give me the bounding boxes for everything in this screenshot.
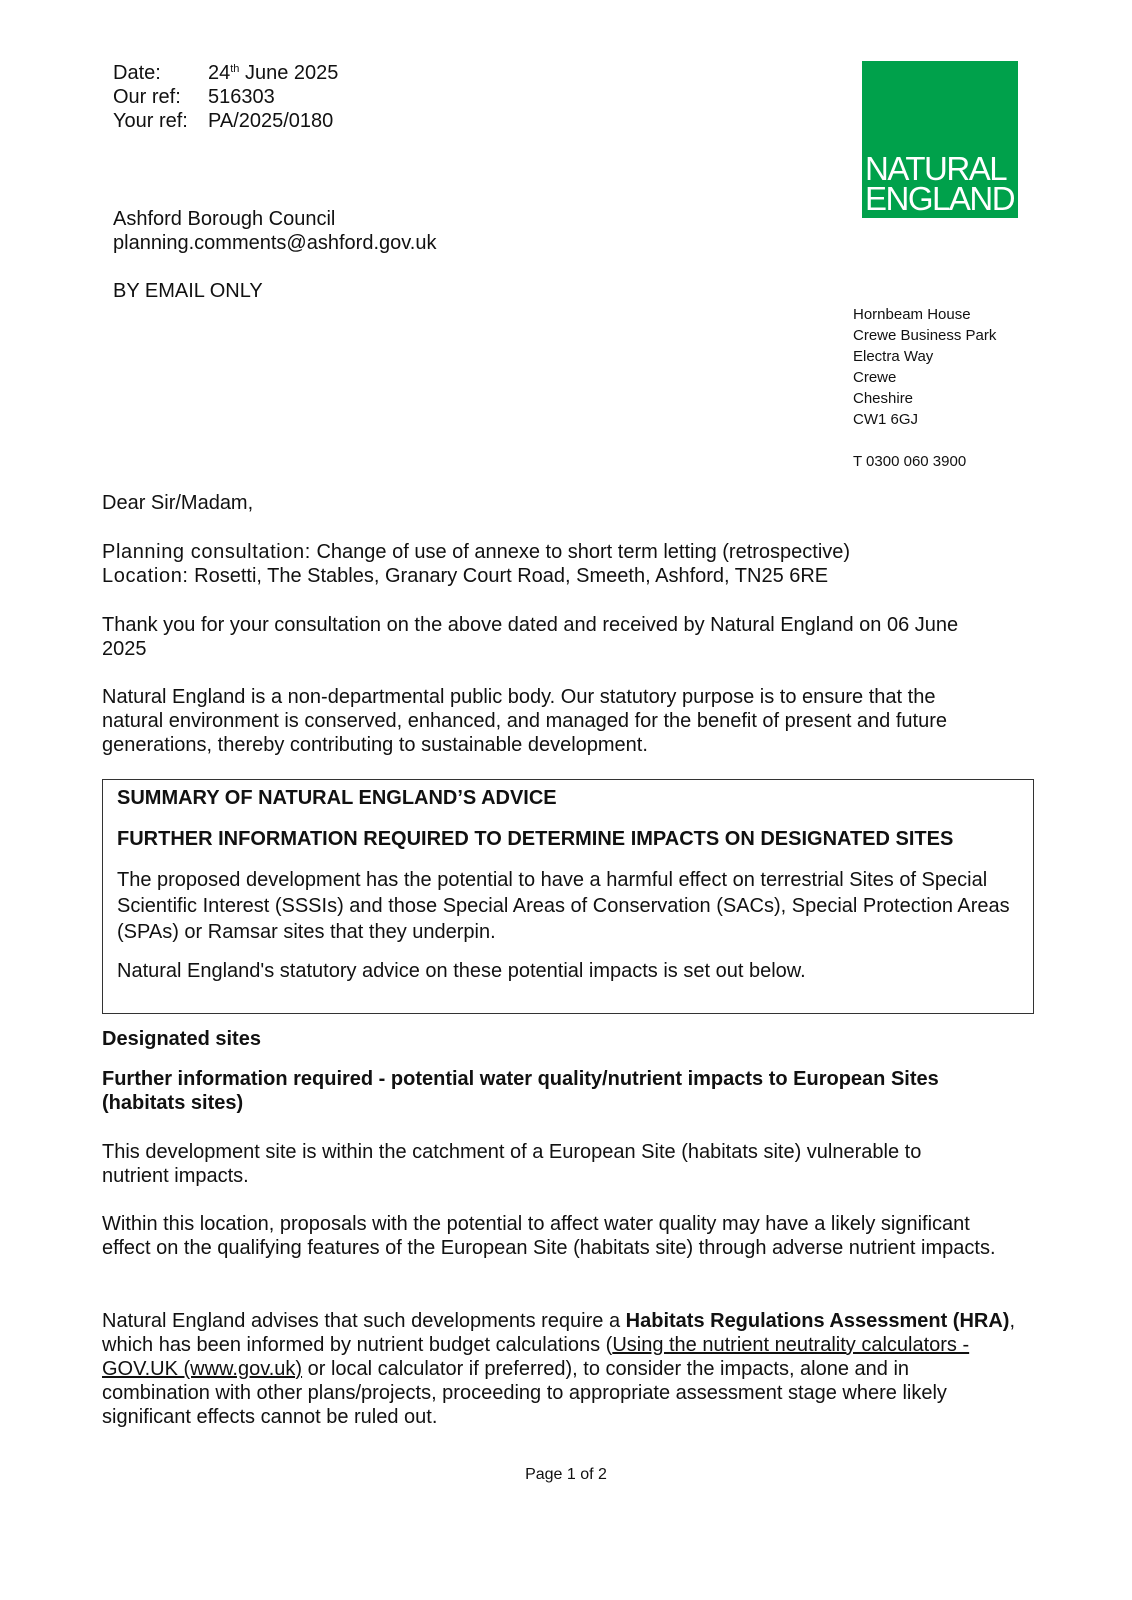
nutrient-calculators-link[interactable]: Using the nutrient neutrality calculators - GOV.UK (www.gov.uk): [102, 1334, 970, 1380]
consultation-text: Change of use of annexe to short term letting (retrospective): [310, 541, 851, 563]
your-ref-row: [113, 109, 338, 133]
salutation: Dear Sir/Madam,: [102, 492, 254, 514]
address-line: Crewe Business Park: [853, 327, 997, 344]
designated-sites-subheading: Further information required - potential water quality/nutrient impacts to European Sites (habitats sites): [102, 1068, 939, 1114]
designated-sites-heading: Designated sites: [102, 1028, 261, 1050]
address-line: Cheshire: [853, 390, 914, 407]
recipient-name: Ashford Borough Council: [113, 208, 336, 230]
your-ref-label: Your ref:: [113, 110, 188, 132]
recipient-email: planning.comments@ashford.gov.uk: [113, 232, 437, 254]
logo-line-1: NATURAL: [865, 150, 1007, 187]
thanks-paragraph: Thank you for your consultation on the above dated and received by Natural England on 06 June 2025: [102, 614, 959, 660]
phone-number: T 0300 060 3900: [853, 453, 967, 470]
para3-text-a: Natural England advises that such developments require a: [102, 1310, 626, 1332]
your-ref-value: PA/2025/0180: [208, 110, 334, 132]
date-row: [113, 61, 338, 85]
date-month-year: June 2025: [239, 62, 339, 84]
address-line: Crewe: [853, 369, 897, 386]
designated-paragraph-2: Within this location, proposals with the potential to affect water quality may have a likely significant effect on the qualifying features of the European Site (habitats site) through adverse nutrient impacts.: [102, 1213, 996, 1259]
address-line: Hornbeam House: [853, 306, 971, 323]
date-day: 24: [208, 62, 231, 84]
page-number: Page 1 of 2: [525, 1466, 607, 1483]
date-value: [208, 61, 338, 85]
summary-paragraph-2: Natural England's statutory advice on these potential impacts is set out below.: [117, 960, 806, 982]
purpose-paragraph: Natural England is a non-departmental public body. Our statutory purpose is to ensure that the natural environment is conserved, enhanced, and managed for the benefit of present and future generations, thereby contributing to sustainable development.: [102, 686, 947, 756]
date-label: Date:: [113, 62, 161, 84]
summary-title: SUMMARY OF NATURAL ENGLAND’S ADVICE: [117, 787, 557, 809]
designated-paragraph-1: This development site is within the catchment of a European Site (habitats site) vulnerable to nutrient impacts.: [102, 1141, 922, 1187]
summary-box: [102, 779, 1034, 1014]
location-label: Location:: [102, 565, 189, 587]
address-line: CW1 6GJ: [853, 411, 919, 428]
natural-england-logo: [862, 61, 1018, 218]
summary-subtitle: FURTHER INFORMATION REQUIRED TO DETERMINE IMPACTS ON DESIGNATED SITES: [117, 828, 954, 850]
address-line: Electra Way: [853, 348, 934, 365]
our-ref-value: 516303: [208, 86, 275, 108]
location-text: Rosetti, The Stables, Granary Court Road, Smeeth, Ashford, TN25 6RE: [188, 565, 829, 587]
our-ref-label: Our ref:: [113, 86, 181, 108]
designated-paragraph-3: [102, 1309, 1022, 1429]
summary-paragraph-1: The proposed development has the potential to have a harmful effect on terrestrial Sites of Special Scientific Interest (SSSIs) and those Special Areas of Conservation (SACs), Special Protection Areas (SPAs) or Ramsar sites that they underpin.: [117, 869, 1010, 943]
para3-text-b: , which has been informed by nutrient budget calculations (: [102, 1310, 1015, 1356]
reference-block: [113, 61, 338, 133]
para3-text-c: or local calculator if preferred), to consider the impacts, alone and in combination with other plans/projects, proceeding to appropriate assessment stage where likely significant effects cannot be ruled out.: [102, 1358, 947, 1428]
our-ref-row: [113, 85, 338, 109]
para3-bold-hra: Habitats Regulations Assessment (HRA): [625, 1310, 1010, 1332]
consultation-line: [102, 540, 1032, 564]
location-line: [102, 564, 1032, 588]
date-suffix: th: [230, 63, 240, 75]
delivery-method: BY EMAIL ONLY: [113, 280, 263, 302]
consultation-label: Planning consultation:: [102, 541, 311, 563]
logo-line-2: ENGLAND: [865, 180, 1015, 217]
sender-address: [853, 304, 996, 472]
recipient-block: [113, 207, 436, 303]
